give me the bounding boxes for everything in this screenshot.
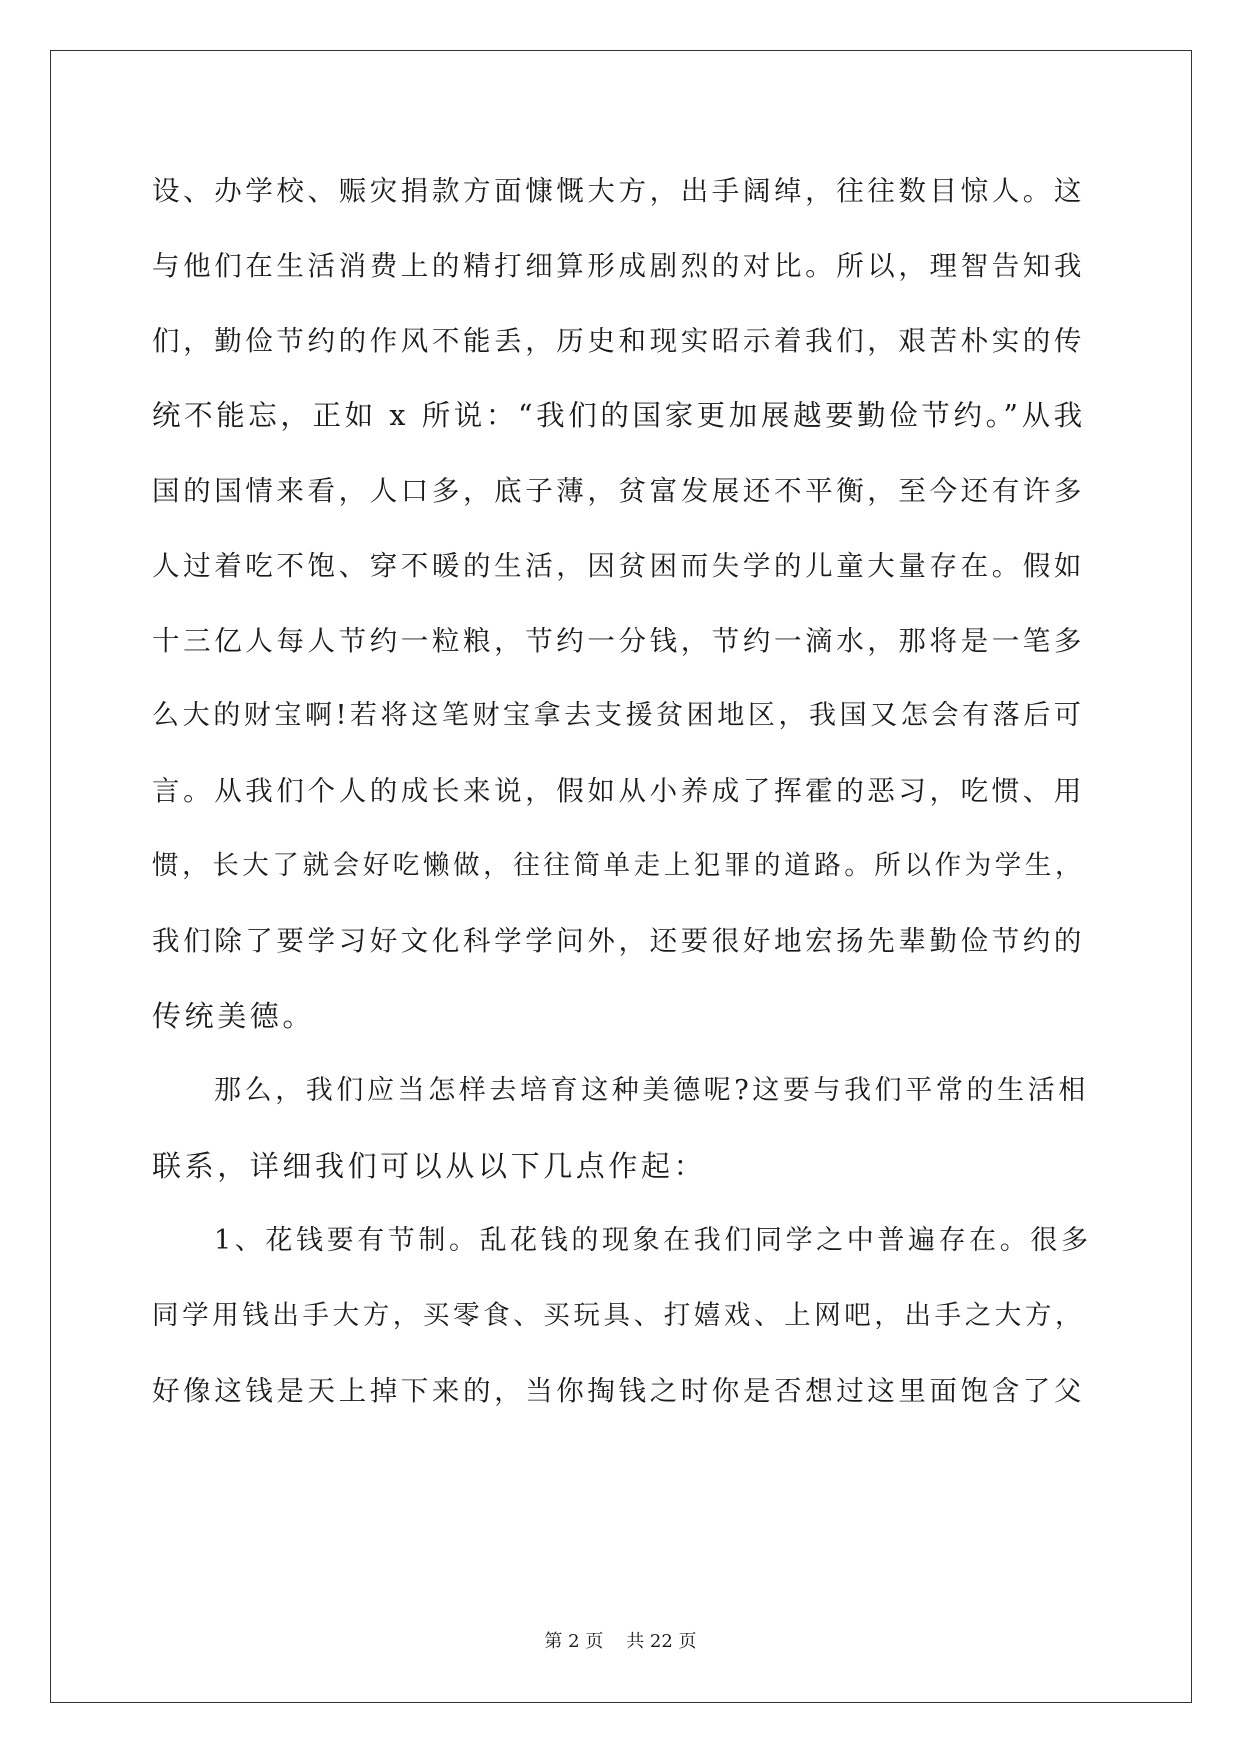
page-number-footer: 第 2 页 共 22 页 [544, 1631, 697, 1652]
text-line: 人过着吃不饱、穿不暖的生活，因贫困而失学的儿童大量存在。假如 [152, 550, 1085, 582]
text-line: 我们除了要学习好文化科学学问外，还要很好地宏扬先辈勤俭节约的 [152, 925, 1085, 957]
text-line: 传统美德。 [152, 999, 316, 1033]
text-line: 设、办学校、赈灾捐款方面慷慨大方，出手阔绰，往往数目惊人。这 [152, 175, 1085, 207]
text-line: 联系，详细我们可以从以下几点作起： [152, 1149, 707, 1183]
text-line: 么大的财宝啊!若将这笔财宝拿去支援贫困地区，我国又怎会有落后可 [152, 700, 1085, 731]
paragraph-first-line: 那么，我们应当怎样去培育这种美德呢?这要与我们平常的生活相 [214, 1075, 1089, 1106]
text-line: 与他们在生活消费上的精打细算形成剧烈的对比。所以，理智告知我 [152, 250, 1085, 282]
paragraph-first-line: 1、花钱要有节制。乱花钱的现象在我们同学之中普遍存在。很多 [214, 1225, 1092, 1256]
text-line: 们，勤俭节约的作风不能丢，历史和现实昭示着我们，艰苦朴实的传 [152, 325, 1085, 357]
text-line: 惯，长大了就会好吃懒做，往往简单走上犯罪的道路。所以作为学生， [152, 850, 1086, 881]
text-line: 统不能忘，正如 x 所说：“我们的国家更加展越要勤俭节约。”从我 [152, 399, 1086, 432]
text-line: 同学用钱出手大方，买零食、买玩具、打嬉戏、上网吧，出手之大方， [152, 1300, 1086, 1331]
text-line: 十三亿人每人节约一粒粮，节约一分钱，节约一滴水，那将是一笔多 [152, 625, 1085, 657]
text-line: 国的国情来看，人口多，底子薄，贫富发展还不平衡，至今还有许多 [152, 475, 1085, 507]
text-line: 好像这钱是天上掉下来的，当你掏钱之时你是否想过这里面饱含了父 [152, 1375, 1085, 1407]
text-line: 言。从我们个人的成长来说，假如从小养成了挥霍的恶习，吃惯、用 [152, 775, 1085, 807]
